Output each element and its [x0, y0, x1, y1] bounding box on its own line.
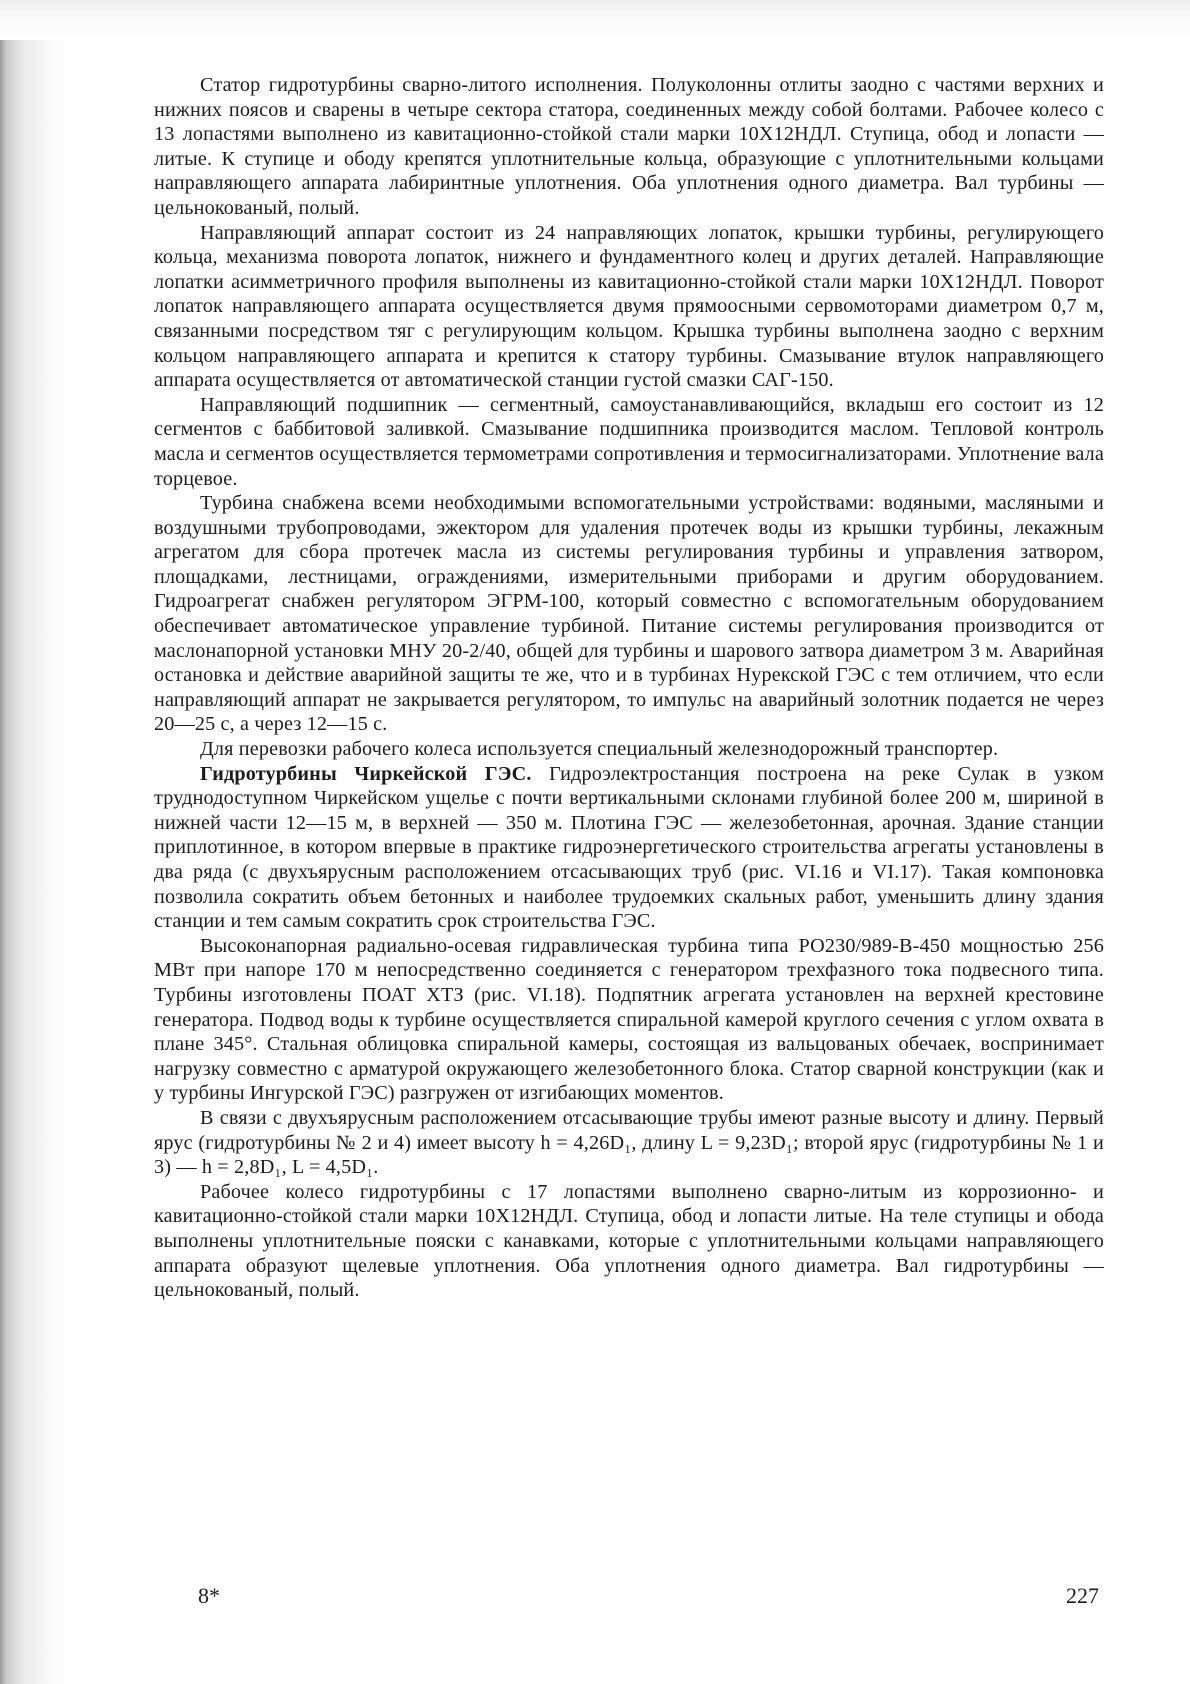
scan-top-shadow — [0, 0, 1190, 40]
paragraph-transport: Для перевозки рабочего колеса используется специальный железнодорожный транспортер. — [200, 738, 999, 761]
paragraph-draft-tubes: В связи с двухъярусным расположением отсасывающие трубы имеют разные высоту и длину. Первый ярус (гидротурбины № 2 и 4) имеет высоту h = 4,26D₁, длину L = 9,23D₁; второй ярус (гидротурбины № 1 и 3) — h = 2,8D₁, L = 4,5D₁. — [154, 1106, 1104, 1179]
scan-edge-shadow — [0, 0, 70, 1684]
paragraph-auxiliary-equipment: Турбина снабжена всеми необходимыми вспомогательными устройствами: водяными, масляными и воздушными трубопроводами, эжектором для удаления протечек воды из крышки турбины, лекажным агрегатом для сбора протечек масла из системы регулирования турбины и управления затвором, площадками, лестницами, ограждениями, измерительными приборами и другим оборудованием. Гидроагрегат снабжен регулятором ЭГРМ-100, который совместно с вспомогательным оборудованием обеспечивает автоматическое управление турбиной. Питание системы регулирования производится от маслонапорной установки МНУ 20-2/40, общей для турбины и шарового затвора диаметром 3 м. Аварийная остановка и действие аварийной защиты те же, что и в турбинах Нурекской ГЭС с тем отличием, что если направляющий аппарат не закрывается регулятором, то импульс на аварийный золотник подается не через 20—25 с, а через 12—15 с. — [154, 492, 1104, 736]
paragraph-stator: Статор гидротурбины сварно-литого исполнения. Полуколонны отлиты заодно с частями верхних и нижних поясов и сварены в четыре сектора статора, соединенных между собой болтами. Рабочее колесо с 13 лопастями выполнено из кавитационно-стойкой стали марки 10Х12НДЛ. Ступица, обод и лопасти — литые. К ступице и ободу крепятся уплотнительные кольца, образующие с уплотнительными кольцами направляющего аппарата лабиринтные уплотнения. Оба уплотнения одного диаметра. Вал турбины — цельнокованый, полый. — [154, 74, 1104, 219]
paragraph-guide-bearing: Направляющий подшипник — сегментный, самоустанавливающийся, вкладыш его состоит из 12 сегментов с баббитовой заливкой. Смазывание подшипника производится маслом. Тепловой контроль масла и сегментов осуществляется термометрами сопротивления и термосигнализаторами. Уплотнение вала торцевое. — [154, 393, 1104, 490]
page-number: 227 — [1066, 1583, 1099, 1608]
paragraph-runner: Рабочее колесо гидротурбины с 17 лопастями выполнено сварно-литым из коррозионно- и кавитационно-стойкой стали марки 10Х12НДЛ. Ступица, обод и лопасти литые. На теле ступицы и обода выполнены уплотнительные пояски с канавками, которые с уплотнительными кольцами направляющего аппарата образуют щелевые уплотнения. Оба уплотнения одного диаметра. Вал гидротурбины — цельнокованый, полый. — [154, 1180, 1104, 1302]
paragraph-guide-apparatus: Направляющий аппарат состоит из 24 направляющих лопаток, крышки турбины, регулирующего кольца, механизма поворота лопаток, нижнего и фундаментного колец и других деталей. Направляющие лопатки асимметричного профиля выполнены из кавитационно-стойкой стали марки 10Х12НДЛ. Поворот лопаток направляющего аппарата осуществляется двумя прямоосными сервомоторами диаметром 0,7 м, связанными посредством тяг с регулирующим кольцом. Крышка турбины выполнена заодно с верхним кольцом направляющего аппарата и крепится к статору турбины. Смазывание втулок направляющего аппарата осуществляется от автоматической станции густой смазки САГ-150. — [154, 221, 1104, 392]
paragraph-chirkey-section — [154, 762, 1104, 934]
section-heading: Гидротурбины Чиркейской ГЭС. — [200, 762, 532, 785]
section-heading-text: Гидроэлектростанция построена на реке Сулак в узком труднодоступном Чиркейском ущелье с почти вертикальными склонами глубиной более 200 м, шириной в нижней части 12—15 м, в верхней — 350 м. Плотина ГЭС — железобетонная, арочная. Здание станции приплотинное, в котором впервые в практике гидроэнергетического строительства агрегаты установлены в два ряда (с двухъярусным расположением отсасывающих труб (рис. VI.16 и VI.17). Такая компоновка позволила сократить объем бетонных и наиболее трудоемких скальных работ, уменьшить длину здания станции и тем самым сократить срок строительства ГЭС. — [154, 762, 1104, 933]
signature-mark: 8* — [198, 1583, 220, 1608]
paragraph-turbine-type: Высоконапорная радиально-осевая гидравлическая турбина типа РО230/989-В-450 мощностью 256 МВт при напоре 170 м непосредственно соединяется с генератором трехфазного тока подвесного типа. Турбины изготовлены ПОАТ ХТЗ (рис. VI.18). Подпятник агрегата установлен на верхней крестовине генератора. Подвод воды к турбине осуществляется спиральной камерой круглого сечения с углом охвата в плане 345°. Стальная облицовка спиральной камеры, состоящая из вальцованых обечаек, воспринимает нагрузку совместно с арматурой окружающего железобетонного блока. Статор сварной конструкции (как и у турбины Ингурской ГЭС) разгружен от изгибающих моментов. — [154, 934, 1104, 1105]
page-body — [154, 73, 1104, 1303]
